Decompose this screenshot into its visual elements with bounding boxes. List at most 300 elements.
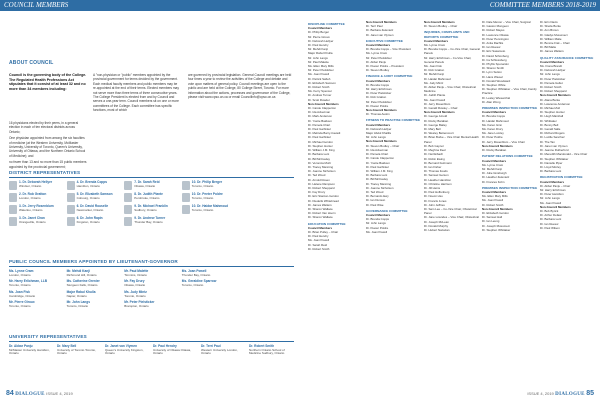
committee-member: Dr. Akbar Panju – Vice Chair, Obstetrical Medicine bbox=[424, 85, 476, 94]
committee-member: Dr. Paul Garfinkel bbox=[366, 164, 389, 169]
public-member bbox=[239, 301, 294, 308]
about-bullet: no fewer than 13 and no more than 15 public members appointed by the provincial government; bbox=[9, 160, 87, 169]
committee-member: Dr. Deborah Hellyer bbox=[366, 126, 392, 131]
member-name: Ms. Joan Fisk bbox=[9, 289, 30, 294]
committee-heading: PREMISES INSPECTION COMMITTEE bbox=[482, 106, 538, 111]
committee-member: Ms. Judy Mintz bbox=[424, 80, 444, 85]
member-name: Mr. Pierre Giroux bbox=[9, 300, 35, 305]
committee-member: Dr. Veronica Mohr bbox=[308, 160, 332, 165]
committee-member: Dr. Tracey Manning bbox=[308, 164, 334, 169]
committee-member: Dr. Gaston Mongeon bbox=[482, 24, 509, 29]
member-name: 6. Dr. John Rapin bbox=[76, 216, 103, 220]
left-footer bbox=[6, 390, 73, 397]
committee-subheading: Non-Council Members bbox=[366, 20, 397, 24]
public-member bbox=[182, 301, 237, 308]
university-member bbox=[105, 345, 150, 356]
committee-member: Dr. Paul Hendry bbox=[308, 234, 329, 239]
committee-member: Dr. Phyllis Sponarski bbox=[482, 62, 509, 67]
public-member bbox=[9, 291, 64, 298]
committee-member: Dr. Peter Pennington bbox=[482, 36, 509, 41]
avatar bbox=[67, 181, 75, 190]
committee-member: Dr. Ted Wood bbox=[366, 189, 384, 194]
committee-member: Mr. Paul Malette bbox=[308, 59, 329, 64]
about-council-heading: ABOUT COUNCIL bbox=[9, 60, 54, 66]
committee-member: Dr. Diederik Whitebread bbox=[308, 198, 339, 203]
committee-member: Dr. Peter Poldre bbox=[482, 135, 503, 140]
committee-member: Dr. Arnold Rosen bbox=[308, 177, 330, 182]
committee-member: Dr. Robert Smith bbox=[482, 202, 504, 207]
committee-member: Dr. Francis Jones bbox=[424, 198, 447, 203]
committee-member: Dr. Bonny Bell bbox=[540, 122, 559, 127]
member-text bbox=[134, 217, 165, 224]
member-name: Mr. Harry Erlichman, LLB bbox=[9, 279, 48, 284]
member-name: 1. Dr. Deborah Hellyer bbox=[19, 180, 53, 184]
member-name: Dr. Robert Smith bbox=[249, 344, 275, 348]
public-member bbox=[9, 270, 64, 277]
member-location: Ottawa, Ontario bbox=[134, 183, 156, 188]
committee-member: Dr. Joseph McLean bbox=[424, 219, 449, 224]
committee-member: Dr. Ann Brown bbox=[540, 28, 559, 33]
committee-subheading: Council Members bbox=[540, 179, 565, 184]
public-member bbox=[67, 301, 122, 308]
committee-member: Dr. Bill Malie bbox=[540, 45, 557, 50]
committee-subheading: Council Members bbox=[540, 59, 565, 64]
public-member bbox=[124, 291, 179, 298]
committee-subheading: Non-Council Members bbox=[424, 20, 455, 24]
committee-member: Dr. Lesley Wiesenthal bbox=[482, 95, 510, 100]
district-member bbox=[67, 217, 122, 226]
committee-heading: REGISTRATION COMMITTEE bbox=[540, 175, 583, 180]
avatar bbox=[67, 193, 75, 202]
committee-member: Mr. Mehdi Kanji bbox=[308, 47, 328, 52]
committee-member: Dr. Ted Wood bbox=[308, 173, 326, 178]
committee-member: Dr. Bob Gaynor bbox=[424, 143, 444, 148]
committee-heading: FITNESS TO PRACTISE COMMITTEE bbox=[366, 118, 421, 123]
issue-label: ISSUE 4, 2019 bbox=[46, 391, 73, 396]
committee-member: Dr. Donald Woodward bbox=[482, 78, 511, 83]
committee-member: Dr. Barbara Zelenietz bbox=[366, 28, 394, 33]
committee-member: Ms. Kerry Spencer bbox=[308, 89, 332, 94]
committee-member: Dr. Jerry Rosenblum bbox=[424, 101, 451, 106]
committee-heading: QUALITY ASSURANCE COMMITTEE bbox=[540, 55, 594, 60]
committee-subheading: Non-Council Members bbox=[540, 204, 571, 209]
avatar bbox=[124, 181, 132, 190]
member-location: Toronto, Ontario bbox=[191, 207, 214, 212]
committee-member: Dr. Gladys Musumeci bbox=[540, 32, 568, 37]
committee-member: Dr. Helene Rampson bbox=[308, 181, 335, 186]
committee-member: Dr. Paul Garfinkel bbox=[308, 127, 331, 132]
avatar bbox=[9, 181, 17, 190]
member-name: Major Rabul Khulla bbox=[66, 289, 96, 294]
left-page-header: COUNCIL MEMBERS bbox=[0, 0, 300, 11]
committee-member: Dr. Brian Pulley – Chair bbox=[308, 229, 339, 234]
committee-member: Dr. Robin Ewing bbox=[424, 156, 445, 161]
member-text bbox=[192, 205, 228, 212]
committee-member: Major Abdul Khalifa bbox=[366, 131, 391, 136]
committee-subheading: Non-Council Members bbox=[366, 108, 397, 113]
committee-member: Dr. Hugh Marshall bbox=[540, 114, 564, 119]
committee-heading: INQUIRIES, COMPLAINTS AND REPORTS COMMITTEE bbox=[424, 30, 470, 39]
member-location: Ottawa, Ontario bbox=[124, 283, 146, 288]
member-name: Dr. Terri Paul bbox=[201, 344, 221, 348]
member-location: Toronto, Ontario bbox=[124, 293, 146, 298]
about-bullet: 16 physicians elected by their peers, in a general election in each of ten electoral districts across Ontario; bbox=[9, 121, 79, 134]
committee-member: Dr. Michael Zoll bbox=[540, 106, 560, 111]
committee-member: Dr. Hubert Nazarian bbox=[424, 227, 450, 232]
member-name: Mr. Mehdi Kanji bbox=[66, 269, 90, 273]
district-member bbox=[239, 205, 294, 214]
member-location: London, Ontario bbox=[19, 195, 41, 200]
district-member bbox=[182, 205, 237, 214]
member-name: Mr. John Langs bbox=[66, 300, 90, 305]
member-location: Windsor, Ontario bbox=[19, 183, 42, 188]
committee-member: Dr. Terri Paul bbox=[366, 24, 383, 29]
committee-member: Mr. Peter Pielsticker bbox=[366, 99, 392, 104]
member-name: 3. Dr. Jerry Rosenblum bbox=[19, 204, 54, 208]
member-affiliation: University of Ottawa Ottawa, Ontario bbox=[153, 347, 192, 356]
right-footer bbox=[527, 390, 594, 397]
committee-subheading: Council Members bbox=[366, 43, 391, 48]
committee-member: Dr. Andrew Turner bbox=[308, 93, 332, 98]
committee-member: Dr. Robert Van Hoorn bbox=[308, 211, 336, 216]
university-grid bbox=[9, 342, 294, 356]
member-location: Toronto, Ontario bbox=[191, 195, 214, 200]
member-text bbox=[77, 181, 107, 188]
committee-member: Mr. John Langs bbox=[540, 72, 560, 77]
member-text bbox=[192, 193, 223, 200]
district-representatives-section bbox=[9, 170, 294, 226]
committee-member: Dr. Stephen White bbox=[482, 83, 506, 88]
committee-member: Dr. Carole Clapperton bbox=[308, 106, 336, 111]
committee-member: Dr. Robert Smith bbox=[540, 85, 562, 90]
district-member bbox=[124, 205, 179, 214]
committee-member: Dr. Ian Leung bbox=[482, 219, 500, 224]
committee-member: Dr. Christine Harrison bbox=[424, 181, 452, 186]
committee-member: Dr. Alan Wong bbox=[482, 99, 501, 104]
avatar bbox=[182, 181, 190, 190]
district-member bbox=[67, 181, 122, 190]
member-text bbox=[134, 181, 159, 188]
committee-heading: PATIENT RELATIONS COMMITTEE bbox=[482, 154, 533, 159]
committee-member: Dr. Philip Berger bbox=[308, 30, 330, 35]
committee-member: Dr. Paul Hoffenberg bbox=[424, 190, 450, 195]
committee-member: Dr. Noemi Hsu bbox=[424, 194, 443, 199]
member-location: Kingston, Ontario bbox=[76, 219, 100, 224]
committee-member: Ms. Jane Lumley bbox=[482, 131, 504, 136]
committee-member: Dr. Thomas Fouds bbox=[424, 169, 448, 174]
committee-member: Ms. Joan Powell bbox=[424, 97, 446, 102]
committee-member: Dr. Julie Ginsburgh bbox=[482, 171, 507, 176]
committee-member: Dr. Ian Fisher bbox=[424, 164, 442, 169]
committee-member: Dr. James Watters bbox=[540, 49, 564, 54]
committee-member: Dr. Robert Smith bbox=[308, 85, 330, 90]
committee-member: Mr. Peter Pielsticker bbox=[366, 55, 392, 60]
member-name: Mr. Fay Drury bbox=[124, 279, 145, 284]
committee-member: Dr. Sheila Burke bbox=[540, 24, 561, 29]
committee-member: Dr. Michael Gordon bbox=[308, 139, 333, 144]
committee-member: Dr. Peeter Poldre bbox=[366, 225, 389, 230]
committee-member: Dr. Anita Rachlis bbox=[482, 41, 504, 46]
committee-member: Dr. Steven Bodley bbox=[366, 68, 390, 73]
member-name: Ms. Joan Powell bbox=[181, 269, 207, 273]
member-location: Newmarket, Ontario bbox=[76, 207, 104, 212]
issue-label: ISSUE 4, 2019 bbox=[527, 391, 554, 396]
public-member bbox=[182, 280, 237, 287]
avatar bbox=[9, 217, 17, 226]
committee-member: Dr. Bonnie Fisk – Chair bbox=[540, 41, 570, 46]
committee-member: Dr. Wesley Bettencourt bbox=[424, 131, 454, 136]
member-location: Brampton, Ontario bbox=[124, 303, 149, 308]
member-name: Dr. Mary Bell bbox=[57, 344, 77, 348]
member-text bbox=[192, 181, 222, 188]
avatar bbox=[67, 205, 75, 214]
committee-member: Dr. Paul Hendry bbox=[308, 43, 329, 48]
university-member bbox=[249, 345, 294, 356]
committee-member: Dr. Mary Bell bbox=[424, 127, 441, 132]
committee-member: Dr. Laurence Ottawa bbox=[482, 32, 509, 37]
avatar bbox=[182, 193, 190, 202]
member-location: Hamilton, Ontario bbox=[76, 183, 100, 188]
committee-member: Dr. Peter Pielsticker bbox=[540, 76, 566, 81]
committee-member: Dr. Joseph Musumeci bbox=[482, 223, 510, 228]
committee-member: Dr. Judith Plante bbox=[424, 93, 446, 98]
committee-subheading: Non-Council Members bbox=[482, 206, 513, 211]
committee-member: Dr. Arthur Defaar bbox=[540, 213, 562, 218]
member-affiliation: Queen's University Kingston, Ontario bbox=[105, 347, 144, 356]
member-name: Dr. Paul Hendry bbox=[153, 344, 177, 348]
public-member bbox=[124, 301, 179, 308]
page-number: 85 bbox=[586, 390, 594, 397]
committee-subheading: Non-Council Members bbox=[366, 139, 397, 144]
member-text bbox=[19, 205, 54, 212]
right-page-header: COMMITTEE MEMBERS 2018-2019 bbox=[300, 0, 600, 11]
committee-member: Dr. Stephen Hunter bbox=[540, 110, 565, 115]
committee-member: Mr. John Langs bbox=[308, 55, 328, 60]
member-name: Ms. Judy Mintz bbox=[124, 289, 147, 294]
member-location: Waterloo, Ontario bbox=[19, 207, 43, 212]
committee-member: Ms. Joan Powell bbox=[366, 229, 388, 234]
committee-member: Ms. Joan Powell bbox=[482, 198, 504, 203]
committee-member: Dr. Yvette Baidoun bbox=[308, 118, 332, 123]
member-text bbox=[19, 193, 46, 200]
right-page bbox=[300, 0, 600, 401]
member-affiliation: Western University London, Ontario bbox=[201, 347, 238, 356]
committee-member: Dr. Elizabeth Samson bbox=[308, 80, 336, 85]
committee-heading: DISCIPLINE COMMITTEE bbox=[308, 22, 345, 26]
committee-member: Dr. Stephen Whittaker bbox=[540, 156, 569, 161]
public-member bbox=[124, 280, 179, 287]
committee-member: Dr. Robert Sheppard bbox=[540, 89, 567, 94]
committee-member: Dr. James Watters bbox=[308, 202, 332, 207]
committee-member: Dr. Joanne Nicholson bbox=[366, 185, 394, 190]
committee-subheading: Council Members bbox=[482, 189, 507, 194]
committee-member: Ms. Karen Drury bbox=[482, 127, 504, 132]
public-grid bbox=[9, 267, 294, 309]
committee-subheading: Council Members bbox=[482, 158, 507, 163]
committee-member: Dr. Danielle Piper bbox=[540, 160, 563, 165]
committee-member: Dr. Scott Rowder bbox=[308, 97, 330, 102]
committee-member: Ms. Lynne Cram bbox=[424, 43, 446, 48]
avatar bbox=[9, 193, 17, 202]
district-member bbox=[124, 181, 179, 190]
committee-member: Dr. Brenda Copps – Vice President bbox=[366, 47, 411, 52]
committee-member: Dr. Rob Gratton bbox=[366, 95, 387, 100]
public-member bbox=[67, 280, 122, 287]
committee-member: Ms. Fiona Brandt bbox=[540, 64, 563, 69]
committee-heading: EXECUTIVE COMMITTEE bbox=[366, 38, 403, 43]
committee-member: Dr. Sharon Wallace bbox=[308, 206, 333, 211]
committee-member: Dr. Heather Zelenietz bbox=[482, 175, 510, 180]
public-member bbox=[9, 301, 64, 308]
district-grid bbox=[9, 178, 294, 226]
university-member bbox=[57, 345, 102, 356]
committee-subheading: Council Members bbox=[424, 38, 449, 43]
district-member bbox=[239, 193, 294, 202]
committee-member: Dr. Peeter Poldre – President bbox=[366, 64, 404, 69]
committee-subheading: Council Members bbox=[366, 78, 391, 83]
committee-member: Dr. Meredith Macdonald – Vice Chair bbox=[540, 152, 588, 157]
committee-member: Dr. Sharon Smith bbox=[482, 66, 505, 71]
member-text bbox=[77, 217, 103, 224]
committee-member: Dr. Bob Byrick bbox=[540, 208, 559, 213]
committee-member: Dr. William J.M. King bbox=[366, 168, 393, 173]
public-member bbox=[9, 280, 64, 287]
committee-member: Mr. John Langs bbox=[366, 135, 386, 140]
committee-member: Dr. Ida Ackerman bbox=[308, 110, 331, 115]
committee-member: Dr. Dale Mercer – Vice Chair, Surgical bbox=[482, 20, 531, 24]
committee-member: Dr. Hans Wiesel bbox=[482, 74, 503, 79]
member-location: Cambridge, Ontario bbox=[9, 293, 36, 298]
member-text bbox=[134, 193, 163, 200]
committee-member: Dr. Peter Hamilton bbox=[540, 192, 564, 197]
member-name: 2. Dr. Rob Gratton bbox=[19, 192, 47, 196]
committee-heading: FINANCE & AUDIT COMMITTEE bbox=[366, 74, 413, 79]
committee-member: Dr. Bernardo Ewy bbox=[366, 194, 389, 199]
member-name: 3. Dr. Janet Chan bbox=[19, 216, 45, 220]
member-affiliation: University of Toronto Toronto, Ontario bbox=[57, 347, 96, 356]
committee-member: Dr. Samuel Hall bbox=[482, 215, 503, 220]
page-number: 84 bbox=[6, 390, 14, 397]
public-member bbox=[239, 291, 294, 298]
public-member bbox=[124, 270, 179, 277]
committee-column bbox=[308, 20, 364, 251]
committee-member: Dr. Brenda Copps bbox=[366, 82, 389, 87]
committee-member: Major Rabul Khulla bbox=[308, 51, 333, 56]
member-location: Toronto, Ontario bbox=[66, 303, 89, 308]
committee-member: Dr. George Arnold bbox=[424, 114, 448, 119]
committee-member: Dr. George Bailey bbox=[424, 122, 447, 127]
committee-member: Mr. Harry Erlichman bbox=[540, 187, 566, 192]
committee-member: Ms. Ellen Mary Mills bbox=[482, 194, 508, 199]
committee-member: Dr. Whittaker bbox=[540, 118, 557, 123]
committee-member: Dr. Pamela Gullet bbox=[540, 80, 563, 85]
committee-member: Dr. Rocky Baraban bbox=[482, 148, 507, 153]
public-members-heading: PUBLIC COUNCIL MEMBERS APPOINTED BY LIEUTENANT-GOVERNOR bbox=[9, 259, 178, 264]
committee-subheading: Council Members bbox=[482, 110, 507, 115]
member-name: 10. Dr. Haidar Mahmoud bbox=[191, 204, 229, 208]
committee-column bbox=[540, 20, 596, 230]
committee-member: Dr. Bill McCauley bbox=[308, 156, 331, 161]
committee-member: Dr. Pamela Chart bbox=[366, 152, 389, 157]
committee-member: Dr. Akbar Panju bbox=[366, 59, 387, 64]
member-location: Richmond Hill, Ontario bbox=[66, 272, 97, 277]
member-text bbox=[134, 205, 168, 212]
committee-member: Mr. John Langs bbox=[540, 196, 560, 201]
committee-member: Dr. Peter Pielsticker bbox=[366, 91, 392, 96]
committee-member: Dr. Gerald Rowley – Chair bbox=[424, 106, 458, 111]
member-location: London, Ontario bbox=[9, 272, 31, 277]
committee-member: Mr. Harry Erlichman bbox=[366, 87, 392, 92]
committee-member: Dr. Akbar Panju – Chair bbox=[540, 183, 571, 188]
district-member bbox=[9, 181, 64, 190]
district-member bbox=[9, 217, 64, 226]
committee-member: Dr. Fay Drury bbox=[308, 190, 326, 195]
committee-member: Dr. Sharon Wallace bbox=[308, 215, 333, 220]
committee-member: Dr. Ian Reesor bbox=[482, 45, 501, 50]
committee-member: Dr. Barbara Lent bbox=[366, 173, 388, 178]
committee-member: Dr. Tracey Manning bbox=[366, 181, 392, 186]
member-location: Pembroke, Ontario bbox=[134, 195, 160, 200]
committee-member: Dr. Rob Gratton bbox=[424, 68, 445, 73]
public-member bbox=[239, 280, 294, 287]
committee-member: Dr. Rocky Baraban bbox=[424, 118, 449, 123]
committee-member: Ms. Joan Powell bbox=[540, 200, 562, 205]
committee-member: Dr. Bill McCauley bbox=[366, 177, 389, 182]
avatar bbox=[124, 205, 132, 214]
district-representatives-heading: DISTRICT REPRESENTATIVES bbox=[9, 170, 81, 175]
committee-member: Dr. Sarah Reid bbox=[308, 242, 327, 247]
member-name: Ms. Lynne Cram bbox=[9, 269, 34, 273]
committee-heading: GOVERNANCE COMMITTEE bbox=[366, 208, 408, 213]
committee-member: Dr. Eric Stanton-Gordon bbox=[308, 194, 339, 199]
committee-member: Mr. Mehdi Kanji bbox=[424, 72, 444, 77]
committee-member: Ms. Karen Ginn bbox=[482, 122, 503, 127]
committee-member: Dr. Gerald Salle bbox=[540, 127, 561, 132]
public-member bbox=[182, 270, 237, 277]
committee-member: Ms. Lynne Cram bbox=[482, 162, 504, 167]
member-location: Thunder Bay, Ontario bbox=[181, 272, 211, 277]
committee-member: Dr. Steven Bodley – Chair bbox=[366, 143, 400, 148]
committee-member: Dr. Paul Wise bbox=[366, 202, 384, 207]
committee-member: Dr. Lucille Sanchez bbox=[540, 135, 565, 140]
committee-member: Dr. Stephen Whittaker bbox=[482, 227, 511, 232]
committee-member: Dr. Richard Rogers bbox=[540, 131, 565, 136]
committee-member: Ms. Joan Powell bbox=[308, 238, 330, 243]
committee-member: Mr. Mehdi Kanji bbox=[482, 166, 502, 171]
committee-member: Dr. Jane Lowndes – Vice Chair, Obstetrical bbox=[424, 215, 479, 220]
member-name: Ms. Catherine Grenier bbox=[66, 279, 100, 284]
member-name: 6. Dr. David Rouselle bbox=[76, 204, 109, 208]
committee-member: Dr. Yvette Baidoun bbox=[366, 160, 390, 165]
committee-column bbox=[424, 20, 480, 232]
district-member bbox=[67, 193, 122, 202]
committee-member: Dr. Jeanne Rutherford bbox=[540, 148, 569, 153]
district-member bbox=[182, 181, 237, 190]
committee-subheading: Council Members bbox=[366, 122, 391, 127]
committee-member: Dr. Janet van Vlymen bbox=[540, 143, 568, 148]
member-name: 9. Dr. Andrew Turner bbox=[134, 216, 166, 220]
committee-member: Ms. Ellen Mary Mills bbox=[308, 64, 334, 69]
public-member bbox=[182, 291, 237, 298]
committee-member: Dr. Jill Heins bbox=[424, 185, 441, 190]
member-name: 7. Dr. Sarah Reid bbox=[134, 180, 160, 184]
committee-member: Dr. Lloyd Morley bbox=[540, 164, 561, 169]
committee-member: Dr. Ida Ackerman bbox=[366, 147, 389, 152]
committee-member: Dr. Robert Mayes bbox=[482, 28, 505, 33]
committee-member: Dr. Eric Sasamoto bbox=[482, 49, 506, 54]
about-council-bullets bbox=[9, 121, 87, 169]
committee-member: Dr. Haidar Mahmoud bbox=[482, 118, 509, 123]
